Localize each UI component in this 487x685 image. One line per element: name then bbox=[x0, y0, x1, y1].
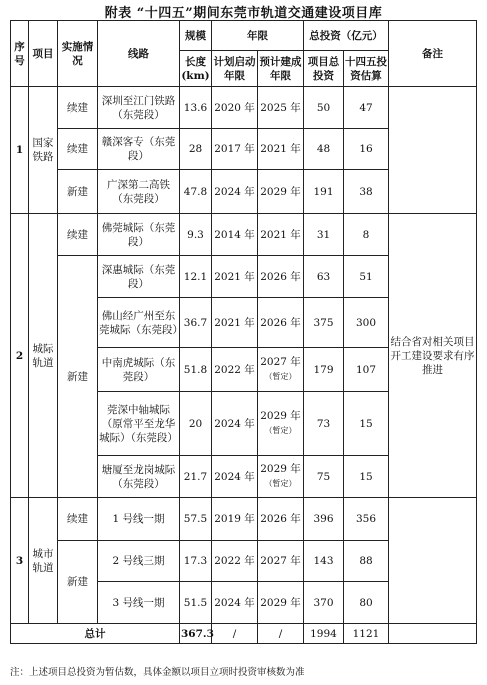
inv-cell: 47 bbox=[344, 87, 389, 129]
totals-label: 总计 bbox=[11, 624, 180, 644]
totals-inv: 1121 bbox=[344, 624, 389, 644]
header-status: 实施情况 bbox=[58, 21, 98, 87]
end-cell: 2021 年 bbox=[258, 129, 304, 170]
remark-cell bbox=[389, 87, 477, 214]
route-cell: 2 号线三期 bbox=[98, 541, 180, 582]
total-cell: 48 bbox=[304, 129, 344, 170]
end-cell: 2025 年 bbox=[258, 87, 304, 129]
header-remark: 备注 bbox=[389, 21, 477, 87]
totals-total: 1994 bbox=[304, 624, 344, 644]
route-cell: 赣深客专（东莞段） bbox=[98, 129, 180, 170]
total-cell: 73 bbox=[304, 392, 344, 456]
inv-cell: 356 bbox=[344, 498, 389, 541]
inv-cell: 16 bbox=[344, 129, 389, 170]
status-cell: 续建 bbox=[58, 214, 98, 256]
length-cell: 57.5 bbox=[180, 498, 212, 541]
inv-cell: 88 bbox=[344, 541, 389, 582]
route-cell: 3 号线一期 bbox=[98, 582, 180, 624]
header-seq: 序号 bbox=[11, 21, 29, 87]
end-year: 2027 年 bbox=[260, 356, 301, 368]
inv-cell: 8 bbox=[344, 214, 389, 256]
total-cell: 375 bbox=[304, 298, 344, 348]
status-cell: 新建 bbox=[58, 541, 98, 624]
inv-cell: 15 bbox=[344, 456, 389, 498]
total-cell: 179 bbox=[304, 348, 344, 392]
length-cell: 17.3 bbox=[180, 541, 212, 582]
start-cell: 2022 年 bbox=[212, 541, 258, 582]
footnote: 注：上述项目总投资为暂估数，具体金额以项目立项时投资审核数为准 bbox=[10, 667, 305, 678]
start-cell: 2024 年 bbox=[212, 170, 258, 214]
group-seq: 1 bbox=[11, 87, 29, 214]
total-cell: 370 bbox=[304, 582, 344, 624]
end-cell: 2026 年 bbox=[258, 298, 304, 348]
end-cell: 2027 年 bbox=[258, 541, 304, 582]
total-cell: 191 bbox=[304, 170, 344, 214]
header-project: 项目 bbox=[29, 21, 58, 87]
end-cell: 2029 年 bbox=[258, 170, 304, 214]
start-cell: 2014 年 bbox=[212, 214, 258, 256]
length-cell: 20 bbox=[180, 392, 212, 456]
header-plan-end: 预计建成年限 bbox=[258, 51, 304, 87]
route-cell: 1 号线一期 bbox=[98, 498, 180, 541]
start-cell: 2024 年 bbox=[212, 392, 258, 456]
end-note: （暂定） bbox=[264, 426, 297, 435]
end-note: （暂定） bbox=[264, 479, 297, 488]
inv-cell: 38 bbox=[344, 170, 389, 214]
status-cell: 新建 bbox=[58, 170, 98, 214]
status-cell: 续建 bbox=[58, 87, 98, 129]
length-cell: 12.1 bbox=[180, 256, 212, 298]
route-cell: 佛莞城际（东莞段） bbox=[98, 214, 180, 256]
total-cell: 31 bbox=[304, 214, 344, 256]
route-cell: 塘厦至龙岗城际（东莞段） bbox=[98, 456, 180, 498]
route-cell: 莞深中轴城际（原常平至龙华城际）（东莞段） bbox=[98, 392, 180, 456]
total-cell: 50 bbox=[304, 87, 344, 129]
remark-cell: 结合省对相关项目开工建设要求有序推进 bbox=[389, 214, 477, 498]
group-name: 城市轨道 bbox=[29, 498, 58, 624]
totals-end: / bbox=[258, 624, 304, 644]
header-period: 年限 bbox=[212, 21, 304, 51]
status-cell: 续建 bbox=[58, 129, 98, 170]
inv-cell: 80 bbox=[344, 582, 389, 624]
end-cell: 2029 年 bbox=[258, 582, 304, 624]
start-cell: 2017 年 bbox=[212, 129, 258, 170]
end-cell bbox=[258, 456, 304, 498]
projects-table bbox=[10, 20, 477, 644]
route-cell: 深圳至江门铁路（东莞段） bbox=[98, 87, 180, 129]
route-cell: 中南虎城际（东莞段） bbox=[98, 348, 180, 392]
total-cell: 143 bbox=[304, 541, 344, 582]
length-cell: 36.7 bbox=[180, 298, 212, 348]
inv-cell: 107 bbox=[344, 348, 389, 392]
header-investment: 总投资（亿元） bbox=[304, 21, 389, 51]
group-name: 国家铁路 bbox=[29, 87, 58, 214]
end-cell bbox=[258, 392, 304, 456]
start-cell: 2019 年 bbox=[212, 498, 258, 541]
start-cell: 2024 年 bbox=[212, 456, 258, 498]
table-row bbox=[11, 87, 477, 129]
status-cell: 续建 bbox=[58, 498, 98, 541]
end-cell: 2026 年 bbox=[258, 256, 304, 298]
table-row bbox=[11, 498, 477, 541]
table-row bbox=[11, 214, 477, 256]
header-length: 长度(km) bbox=[180, 51, 212, 87]
header-route: 线路 bbox=[98, 21, 180, 87]
total-cell: 63 bbox=[304, 256, 344, 298]
end-year: 2029 年 bbox=[260, 463, 301, 475]
header-inv-145: 十四五投资估算 bbox=[344, 51, 389, 87]
totals-length: 367.3 bbox=[180, 624, 212, 644]
length-cell: 13.6 bbox=[180, 87, 212, 129]
group-seq: 3 bbox=[11, 498, 29, 624]
length-cell: 21.7 bbox=[180, 456, 212, 498]
table-title: 附表 “十四五”期间东莞市轨道交通建设项目库 bbox=[104, 6, 383, 21]
start-cell: 2020 年 bbox=[212, 87, 258, 129]
start-cell: 2024 年 bbox=[212, 582, 258, 624]
totals-remark bbox=[389, 624, 477, 644]
end-year: 2029 年 bbox=[260, 410, 301, 422]
header-total-inv: 项目总投资 bbox=[304, 51, 344, 87]
group-name: 城际轨道 bbox=[29, 214, 58, 498]
route-cell: 深惠城际（东莞段） bbox=[98, 256, 180, 298]
start-cell: 2021 年 bbox=[212, 256, 258, 298]
remark-cell bbox=[389, 498, 477, 624]
start-cell: 2021 年 bbox=[212, 298, 258, 348]
length-cell: 51.5 bbox=[180, 582, 212, 624]
total-cell: 75 bbox=[304, 456, 344, 498]
end-cell: 2026 年 bbox=[258, 498, 304, 541]
route-cell: 广深第二高铁（东莞段） bbox=[98, 170, 180, 214]
group-seq: 2 bbox=[11, 214, 29, 498]
inv-cell: 15 bbox=[344, 392, 389, 456]
status-cell: 新建 bbox=[58, 256, 98, 498]
header-plan-start: 计划启动年限 bbox=[212, 51, 258, 87]
inv-cell: 51 bbox=[344, 256, 389, 298]
length-cell: 51.8 bbox=[180, 348, 212, 392]
length-cell: 9.3 bbox=[180, 214, 212, 256]
inv-cell: 300 bbox=[344, 298, 389, 348]
end-note: （暂定） bbox=[264, 372, 297, 381]
header-scale: 规模 bbox=[180, 21, 212, 51]
end-cell bbox=[258, 348, 304, 392]
length-cell: 47.8 bbox=[180, 170, 212, 214]
totals-start: / bbox=[212, 624, 258, 644]
length-cell: 28 bbox=[180, 129, 212, 170]
start-cell: 2022 年 bbox=[212, 348, 258, 392]
route-cell: 佛山经广州至东莞城际（东莞段） bbox=[98, 298, 180, 348]
total-cell: 396 bbox=[304, 498, 344, 541]
end-cell: 2021 年 bbox=[258, 214, 304, 256]
totals-row bbox=[11, 624, 477, 644]
